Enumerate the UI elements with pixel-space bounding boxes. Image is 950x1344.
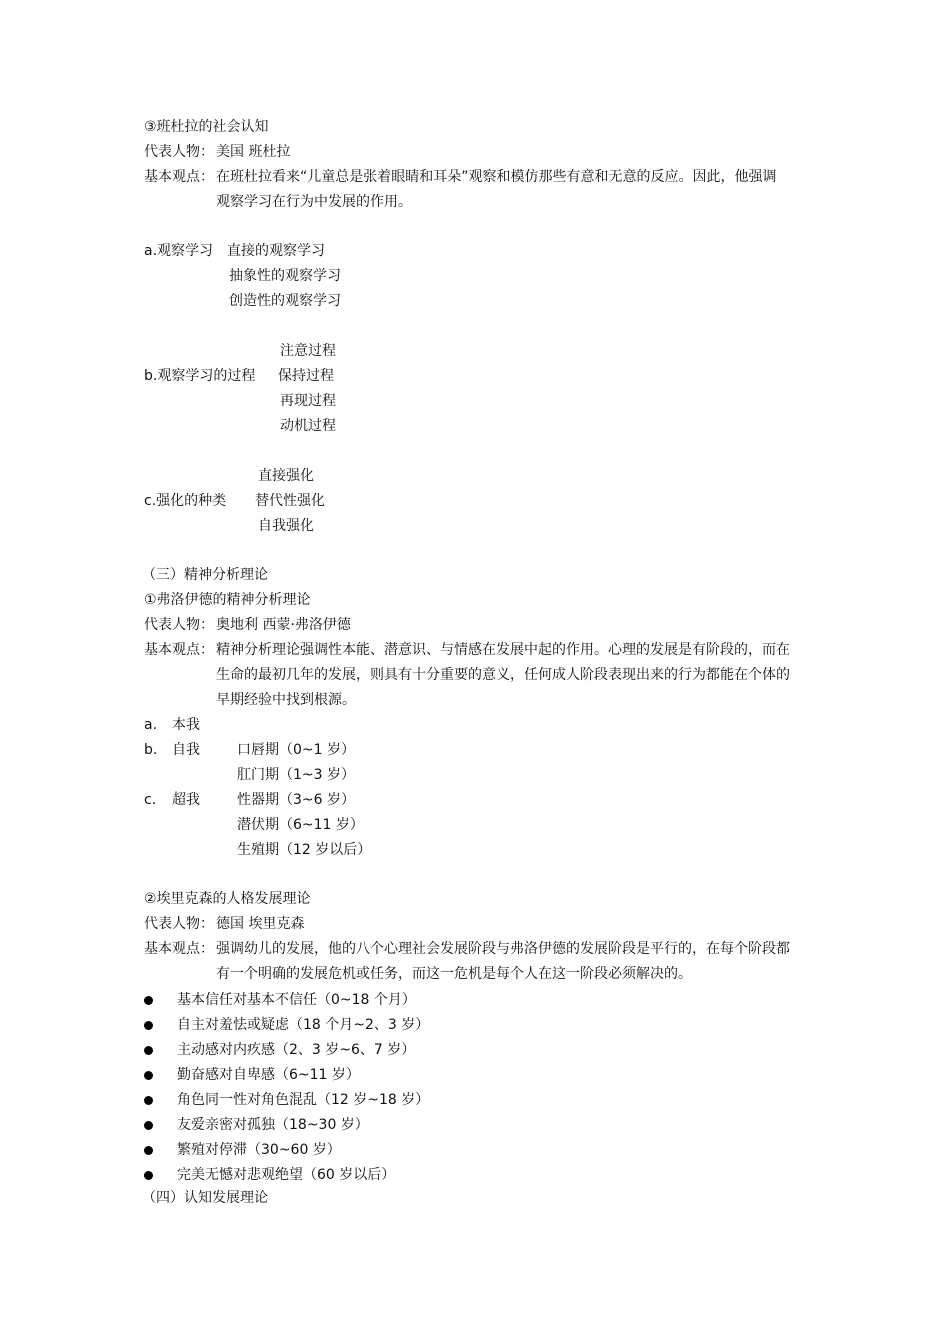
learning-process-item: 保持过程 [278,368,334,384]
reinforcement-label: c.强化的种类 [144,493,227,509]
structure-label: 本我 [172,717,200,733]
learning-process-item: 注意过程 [280,343,336,359]
bullet-icon [144,1171,153,1180]
bandura-title: ③班杜拉的社会认知 [144,119,269,135]
psychosocial-stage: 勤奋感对自卑感（6~11 岁） [177,1067,360,1083]
freud-title: ①弗洛伊德的精神分析理论 [144,592,311,608]
learning-process-item: 动机过程 [280,418,336,434]
psychosexual-stage: 肛门期（1~3 岁） [237,767,355,783]
reinforcement-item: 自我强化 [258,518,314,534]
learning-process-item: 再现过程 [280,393,336,409]
freud-view-line: 生命的最初几年的发展，则具有十分重要的意义，任何成人阶段表现出来的行为都能在个体的 [216,667,790,683]
observational-learning-item: 抽象性的观察学习 [229,268,341,284]
psychosocial-stage: 主动感对内疚感（2、3 岁~6、7 岁） [177,1042,416,1058]
bandura-rep-label: 代表人物： [144,144,214,160]
bullet-icon [144,1046,153,1055]
bandura-view-label: 基本观点： [144,169,214,185]
bandura-view-line: 在班杜拉看来“儿童总是张着眼睛和耳朵”观察和模仿那些有意和无意的反应。因此，他强调 [216,169,777,185]
erikson-title: ②埃里克森的人格发展理论 [144,891,311,907]
erikson-rep-label: 代表人物： [144,916,214,932]
bullet-icon [144,1146,153,1155]
bullet-icon [144,1071,153,1080]
erikson-rep-value: 德国 埃里克森 [216,916,305,932]
psychosexual-stage: 生殖期（12 岁以后） [237,842,372,858]
structure-marker: c. [144,792,157,808]
structure-marker: a. [144,717,158,733]
psychosexual-stage: 性器期（3~6 岁） [237,792,355,808]
structure-label: 自我 [172,742,200,758]
observational-learning-label: a.观察学习 [144,243,214,259]
psychosocial-stage: 基本信任对基本不信任（0~18 个月） [177,992,416,1008]
freud-view-label: 基本观点： [144,642,214,658]
freud-rep-label: 代表人物： [144,617,214,633]
bandura-rep-value: 美国 班杜拉 [216,144,291,160]
reinforcement-item: 直接强化 [258,468,314,484]
psychosexual-stage: 潜伏期（6~11 岁） [237,817,364,833]
erikson-view-label: 基本观点： [144,941,214,957]
erikson-view-line: 有一个明确的发展危机或任务，而这一危机是每个人在这一阶段必须解决的。 [216,966,692,982]
section-title: （三）精神分析理论 [142,567,268,583]
freud-view-line: 早期经验中找到根源。 [216,692,356,708]
freud-rep-value: 奥地利 西蒙·弗洛伊德 [216,617,351,633]
psychosocial-stage: 自主对羞怯或疑虑（18 个月~2、3 岁） [177,1017,430,1033]
freud-view-line: 精神分析理论强调性本能、潜意识、与情感在发展中起的作用。心理的发展是有阶段的，而在 [216,642,790,658]
observational-learning-item: 创造性的观察学习 [229,293,341,309]
section-title: （四）认知发展理论 [142,1190,268,1206]
bandura-view-line: 观察学习在行为中发展的作用。 [216,194,412,210]
psychosocial-stage: 完美无憾对悲观绝望（60 岁以后） [177,1167,396,1183]
psychosocial-stage: 角色同一性对角色混乱（12 岁~18 岁） [177,1092,430,1108]
psychosocial-stage: 繁殖对停滞（30~60 岁） [177,1142,341,1158]
observational-learning-item: 直接的观察学习 [227,243,325,259]
structure-marker: b. [144,742,158,758]
structure-label: 超我 [172,792,200,808]
learning-process-label: b.观察学习的过程 [144,368,256,384]
bullet-icon [144,1021,153,1030]
psychosocial-stage: 友爱亲密对孤独（18~30 岁） [177,1117,369,1133]
erikson-view-line: 强调幼儿的发展，他的八个心理社会发展阶段与弗洛伊德的发展阶段是平行的，在每个阶段都 [216,941,790,957]
reinforcement-item: 替代性强化 [255,493,325,509]
bullet-icon [144,1096,153,1105]
bullet-icon [144,996,153,1005]
psychosexual-stage: 口唇期（0~1 岁） [237,742,355,758]
bullet-icon [144,1121,153,1130]
